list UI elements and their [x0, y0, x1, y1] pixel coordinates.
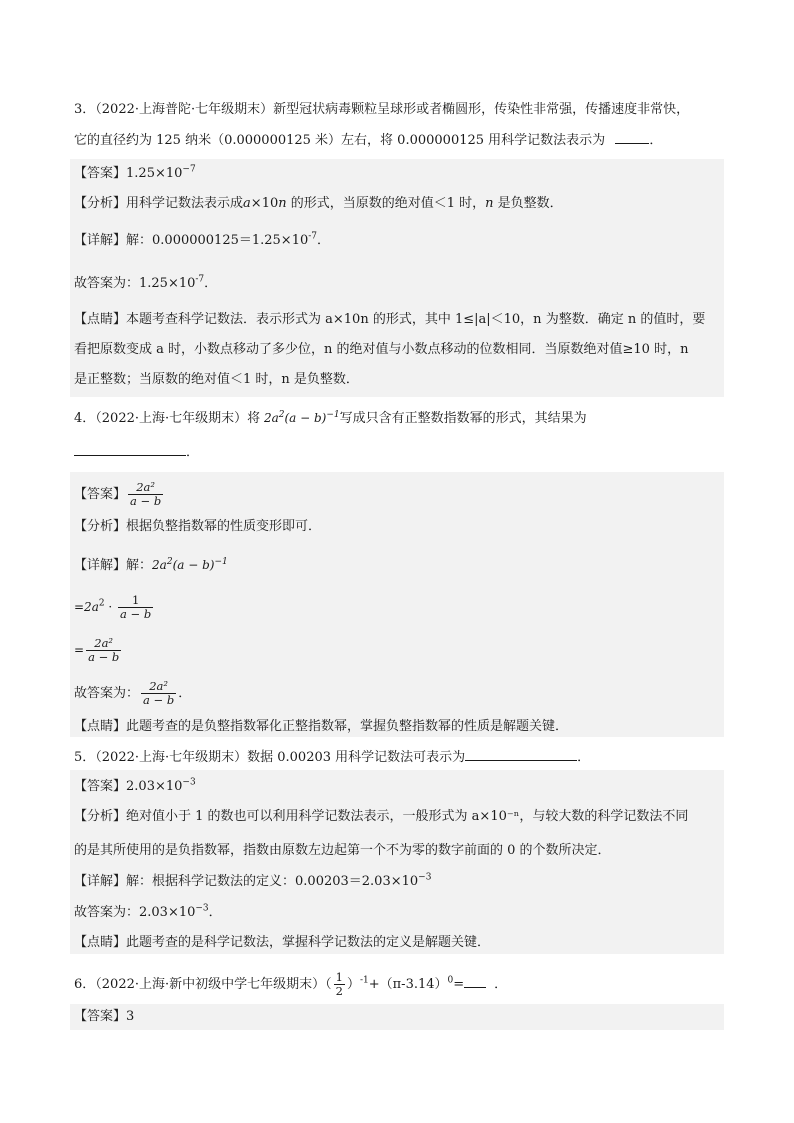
q3-stem-line2-end: ． — [649, 133, 663, 148]
q3-analysis-post: 的形式，当原数的绝对值＜1 时， — [286, 196, 486, 211]
q3-answer-tag: 【答案】 — [74, 166, 127, 181]
q5-final-end: ． — [208, 905, 222, 920]
q5-detail-exp: −3 — [418, 872, 432, 883]
q6-answer-block — [70, 1004, 724, 1030]
q4-answer-blank[interactable] — [74, 443, 186, 456]
q6-frac-den: 2 — [335, 984, 343, 998]
q4-comment-text: 此题考查的是负整指数幂化正整指数幂，掌握负整指数幂的性质是解题关键． — [126, 719, 569, 734]
q4-answer — [74, 481, 165, 508]
q6-exp1: -1 — [359, 975, 369, 986]
q6-stem-mid2: +（π-3.14） — [368, 977, 448, 992]
q5-analysis-tag: 【分析】 — [74, 809, 127, 824]
q4-step1-sup: 2 — [98, 598, 105, 609]
q4-detail — [74, 556, 228, 575]
q4-detail-expr-exp: −1 — [214, 557, 228, 567]
q6-frac-num: 1 — [335, 970, 343, 984]
q3-detail-exp: -7 — [308, 231, 318, 242]
q4-comment-tag: 【点睛】 — [74, 719, 127, 734]
q4-detail-tag: 【详解】 — [74, 558, 127, 573]
q3-answer-value: 1.25×10 — [126, 166, 183, 181]
q4-final — [74, 680, 191, 707]
q4-comment — [74, 718, 568, 736]
q4-step1-dot: · — [104, 600, 117, 614]
q5-stem-end: ． — [577, 750, 591, 765]
q3-detail — [74, 232, 330, 250]
q3-detail-end: ． — [317, 233, 331, 248]
q4-stem-line1 — [74, 409, 587, 428]
q4-final-pre: 故答案为： — [74, 686, 140, 701]
q5-answer-blank[interactable] — [465, 748, 577, 761]
q5-answer-tag: 【答案】 — [74, 779, 127, 794]
q6-stem — [74, 971, 507, 998]
q3-analysis-end: 是负整数． — [493, 196, 563, 211]
q4-detail-expr-paren: (a − b) — [172, 558, 215, 572]
q5-answer-exp: −3 — [182, 777, 196, 788]
q4-stem-pre: 4．（2022·上海·七年级期末）将 — [74, 411, 261, 426]
q5-detail-text: 解：根据科学记数法的定义：0.00203＝2.03×10 — [126, 874, 419, 889]
q4-stem-line2-end: ． — [186, 445, 200, 460]
q3-stem-line2 — [74, 131, 662, 150]
q4-expr-sup: 2 — [278, 410, 285, 420]
q5-comment-text: 此题考查的是科学记数法，掌握科学记数法的定义是解题关键． — [126, 935, 491, 950]
q4-step2-fraction — [86, 637, 121, 664]
q4-step2 — [74, 637, 123, 664]
q3-answer — [74, 165, 196, 183]
q5-final — [74, 904, 222, 922]
q4-step1-num: 1 — [118, 594, 153, 608]
q4-expr-base: 2a — [263, 411, 279, 425]
q4-expr-exp: −1 — [326, 410, 340, 420]
q3-answer-exp: −7 — [182, 164, 196, 175]
q5-final-text: 故答案为：2.03×10 — [74, 905, 196, 920]
q4-analysis — [74, 518, 321, 536]
q4-analysis-text: 根据负整指数幂的性质变形即可． — [126, 519, 322, 534]
q6-answer — [74, 1008, 134, 1026]
q3-analysis-n: n — [278, 196, 287, 211]
q6-stem-eq: = — [453, 977, 465, 992]
q5-comment — [74, 934, 490, 952]
q3-answer-blank[interactable] — [615, 131, 649, 144]
q4-answer-den: a − b — [130, 494, 162, 508]
q6-fraction — [334, 971, 345, 998]
q4-expr-paren: (a − b) — [284, 411, 327, 425]
q4-answer-tag: 【答案】 — [74, 487, 127, 502]
q6-exp2: 0 — [447, 975, 454, 986]
q3-final-text: 故答案为：1.25×10 — [74, 276, 196, 291]
q3-final-end: ． — [204, 276, 218, 291]
q3-comment-tag: 【点睛】 — [74, 312, 127, 327]
q4-answer-num: 2a² — [128, 481, 163, 495]
q3-stem-line1: 3．（2022·上海普陀·七年级期末）新型冠状病毒颗粒呈球形或者椭圆形，传染性非常强，传播速度非常快， — [74, 102, 690, 117]
q3-analysis — [74, 195, 563, 213]
q5-detail-tag: 【详解】 — [74, 874, 127, 889]
q5-final-exp: −3 — [195, 903, 209, 914]
q5-analysis-line2: 的是其所使用的是负指数幂，指数由原数左边起第一个不为零的数字前面的 0 的个数所决定． — [74, 843, 611, 858]
q3-analysis-n2: n — [485, 196, 494, 211]
q5-stem-text: 5．（2022·上海·七年级期末）数据 0.00203 用科学记数法可表示为 — [74, 750, 466, 765]
q5-stem — [74, 748, 590, 767]
q4-analysis-tag: 【分析】 — [74, 519, 127, 534]
q6-stem-pre: 6．（2022·上海·新中初级中学七年级期末）（ — [74, 977, 332, 992]
q4-stem-post: 写成只含有正整数指数幂的形式，其结果为 — [339, 411, 587, 426]
q4-final-den: a − b — [143, 693, 175, 707]
q4-step2-pre: = — [74, 643, 85, 657]
q3-analysis-x10: ×10 — [250, 196, 279, 211]
q5-analysis-line1-text: 绝对值小于 1 的数也可以利用科学记数法表示，一般形式为 a×10⁻ⁿ，与较大数的科学记数法不同 — [126, 809, 689, 824]
q5-analysis-line1 — [74, 808, 688, 826]
q4-detail-expr — [152, 558, 228, 572]
q6-answer-blank[interactable] — [464, 975, 486, 988]
q4-stem-line2 — [74, 443, 199, 462]
q4-final-num: 2a² — [141, 680, 176, 694]
q3-analysis-pre: 用科学记数法表示成 — [126, 196, 244, 211]
q6-answer-tag: 【答案】 — [74, 1009, 127, 1024]
q6-answer-value: 3 — [126, 1009, 135, 1024]
q3-stem-line2-text: 它的直径约为 125 纳米（0.000000125 米）左右，将 0.000000125 用科学记数法表示为 — [74, 133, 606, 148]
q3-detail-tag: 【详解】 — [74, 233, 127, 248]
q4-step2-den: a − b — [88, 650, 120, 664]
q3-final — [74, 275, 217, 293]
q5-answer — [74, 778, 196, 796]
q3-comment-line3: 是正整数；当原数的绝对值＜1 时，n 是负整数． — [74, 372, 359, 387]
q4-step1-pre: =2a — [74, 600, 99, 614]
q4-final-fraction — [141, 680, 176, 707]
q3-comment-line2: 看把原数变成 a 时，小数点移动了多少位，n 的绝对值与小数点移动的位数相同．当原数绝对值≥10 时，n — [74, 342, 689, 357]
q6-stem-mid: ） — [346, 977, 360, 992]
q4-answer-fraction — [128, 481, 163, 508]
q3-detail-text: 解：0.000000125＝1.25×10 — [126, 233, 309, 248]
q4-expr — [260, 411, 340, 425]
q4-final-end: ． — [178, 686, 192, 701]
q4-step1-den: a − b — [120, 607, 152, 621]
q5-answer-block — [70, 770, 724, 954]
q5-detail — [74, 873, 431, 891]
q4-step2-num: 2a² — [86, 637, 121, 651]
q4-step1 — [74, 594, 155, 621]
q4-detail-expr-sup: 2 — [166, 557, 173, 567]
q4-step1-fraction — [118, 594, 153, 621]
q3-analysis-tag: 【分析】 — [74, 196, 127, 211]
q3-comment-line1 — [74, 311, 705, 329]
q5-answer-value: 2.03×10 — [126, 779, 183, 794]
q3-final-exp: -7 — [195, 274, 205, 285]
q4-detail-pre: 解： — [126, 558, 153, 573]
q6-stem-end: ． — [494, 977, 508, 992]
q5-comment-tag: 【点睛】 — [74, 935, 127, 950]
q3-analysis-a: a — [243, 196, 251, 211]
q3-comment-line1-text: 本题考查科学记数法．表示形式为 a×10n 的形式，其中 1≤|a|＜10，n 为整数．确定 n 的值时，要 — [126, 312, 706, 327]
q4-detail-expr-base: 2a — [152, 558, 167, 572]
